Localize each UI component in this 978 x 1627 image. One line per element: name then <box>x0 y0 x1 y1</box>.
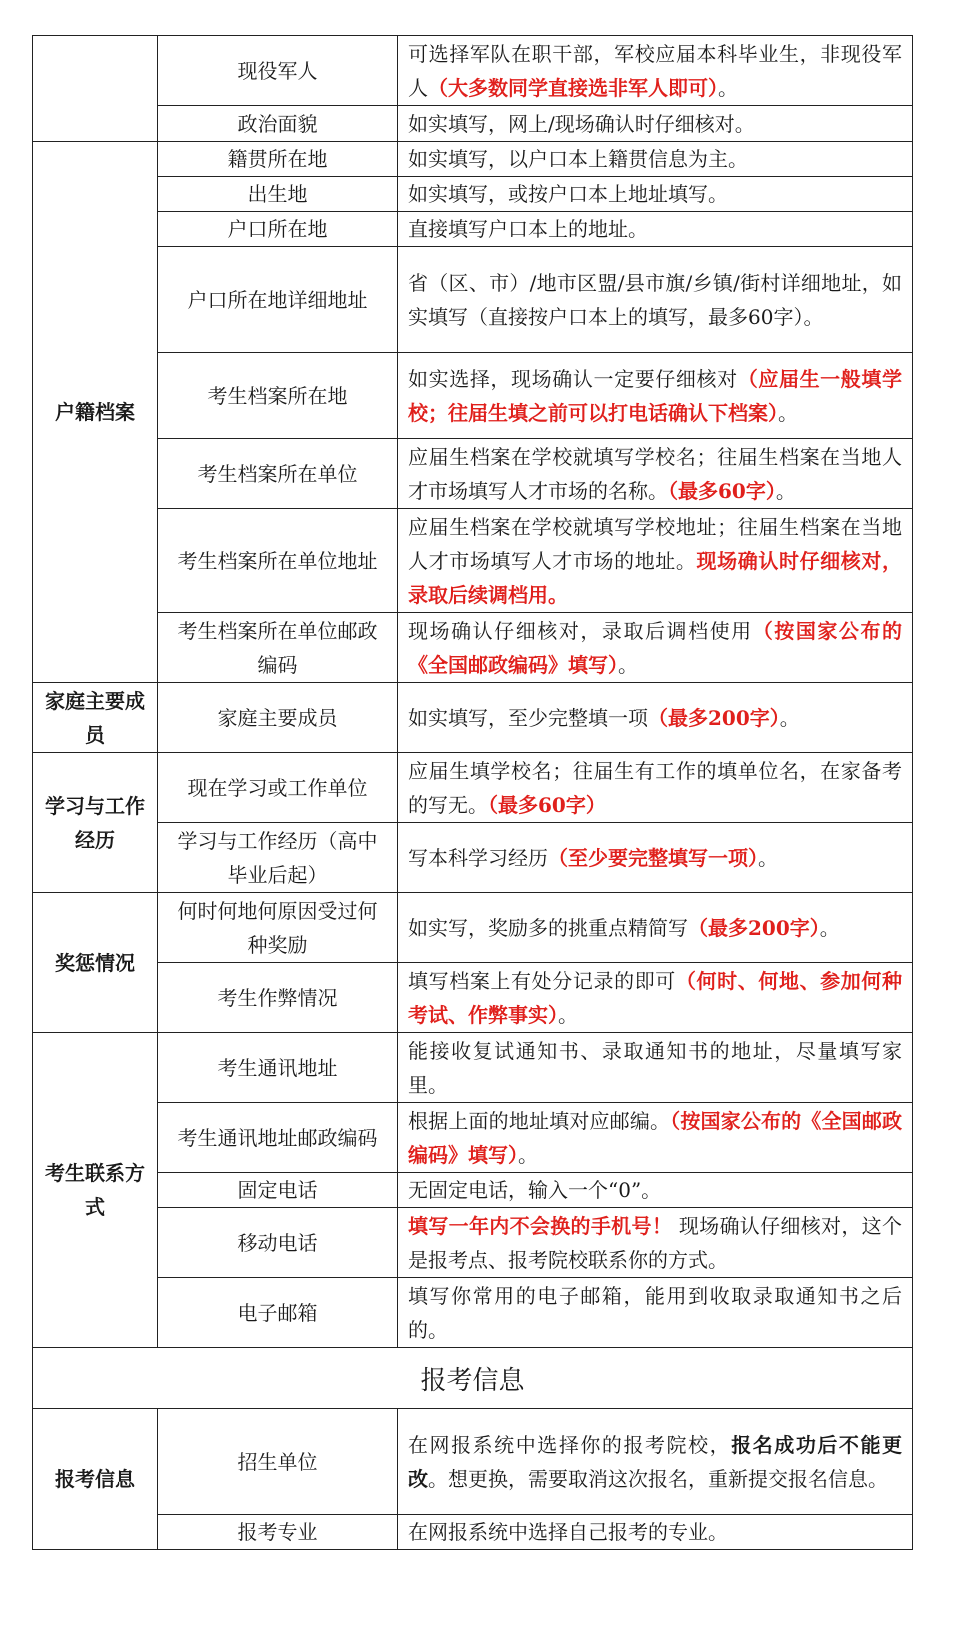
table-row <box>33 1515 913 1550</box>
description-text: 如实填写，至少完整填一项 <box>408 705 648 730</box>
table-row <box>33 247 913 353</box>
field-description <box>398 1409 913 1515</box>
highlight-text: 现场确认时仔细核对，录取后续调档用。 <box>408 548 903 607</box>
category-jiating: 家庭主要成员 <box>33 683 158 753</box>
field-description <box>398 106 913 142</box>
field-label: 出生地 <box>158 177 398 212</box>
table-row <box>33 212 913 247</box>
highlight-text: （最多200字） <box>688 915 820 940</box>
description-text: 。 <box>718 75 738 100</box>
description-text: 写本科学习经历 <box>408 845 548 870</box>
field-description <box>398 893 913 963</box>
table-row <box>33 36 913 106</box>
field-label: 考生作弊情况 <box>158 963 398 1033</box>
description-text: 。想更换，需要取消这次报名，重新提交报名信息。 <box>428 1466 888 1491</box>
description-text: 。 <box>558 1002 578 1027</box>
section-title: 报考信息 <box>33 1348 913 1409</box>
table-row <box>33 1278 913 1348</box>
field-description <box>398 1515 913 1550</box>
category-huji: 户籍档案 <box>33 142 158 683</box>
field-description <box>398 177 913 212</box>
table-row <box>33 509 913 613</box>
field-label: 学习与工作经历（高中毕业后起） <box>158 823 398 893</box>
field-description <box>398 212 913 247</box>
table-row <box>33 753 913 823</box>
highlight-text: （最多60字） <box>668 478 776 503</box>
highlight-text: （何时、何地、参加何种考试、作弊事实） <box>408 968 903 1027</box>
field-description <box>398 823 913 893</box>
field-label: 户口所在地 <box>158 212 398 247</box>
field-description <box>398 613 913 683</box>
description-text: 省（区、市）/地市区盟/县市旗/乡镇/街村详细地址，如实填写（直接按户口本上的填写，最多60字）。 <box>408 270 902 329</box>
field-label: 考生档案所在地 <box>158 353 398 439</box>
description-text: 根据上面的地址填对应邮编。 <box>408 1108 671 1133</box>
field-label: 报考专业 <box>158 1515 398 1550</box>
description-text: 无固定电话，输入一个“0”。 <box>408 1178 662 1202</box>
description-text: 填写你常用的电子邮箱，能用到收取录取通知书之后的。 <box>408 1283 902 1342</box>
highlight-text: （应届生一般填学校；往届生填之前可以打电话确认下档案） <box>408 366 903 425</box>
description-text: 应届生填学校名；往届生有工作的填单位名，在家备考的写无。 <box>408 758 902 817</box>
table-row <box>33 177 913 212</box>
category-cell-blank <box>33 36 158 142</box>
description-text: 。 <box>775 478 796 503</box>
description-text: 能接收复试通知书、录取通知书的地址，尽量填写家里。 <box>408 1038 902 1097</box>
description-text: 如实填写，以户口本上籍贯信息为主。 <box>408 147 748 171</box>
field-label: 政治面貌 <box>158 106 398 142</box>
table-row <box>33 1033 913 1103</box>
table-row <box>33 142 913 177</box>
field-description <box>398 753 913 823</box>
highlight-text: （大多数同学直接选非军人即可） <box>428 75 718 100</box>
field-description <box>398 1208 913 1278</box>
category-baokao: 报考信息 <box>33 1409 158 1550</box>
table-row <box>33 963 913 1033</box>
table-row <box>33 1409 913 1515</box>
field-label: 考生档案所在单位 <box>158 439 398 509</box>
field-label: 考生通讯地址 <box>158 1033 398 1103</box>
description-text: 。 <box>618 652 638 677</box>
table-row <box>33 1208 913 1278</box>
description-text: 如实填写，网上/现场确认时仔细核对。 <box>408 111 755 136</box>
highlight-text: 填写一年内不会换的手机号！ <box>408 1213 673 1238</box>
field-label: 固定电话 <box>158 1173 398 1208</box>
description-text: 应届生档案在学校就填写学校名；往届生档案在当地人才市场填写人才市场的名称。 <box>408 444 902 503</box>
description-text: 在网报系统中选择自己报考的专业。 <box>408 1520 728 1544</box>
field-description <box>398 36 913 106</box>
highlight-text: （按国家公布的《全国邮政编码》填写） <box>408 1108 903 1167</box>
field-label: 考生档案所在单位邮政编码 <box>158 613 398 683</box>
description-text: 应届生档案在学校就填写学校地址；往届生档案在当地人才市场填写人才市场的地址。 <box>408 514 902 573</box>
field-description <box>398 353 913 439</box>
description-text: 直接填写户口本上的地址。 <box>408 217 648 241</box>
field-description <box>398 1278 913 1348</box>
field-label: 考生通讯地址邮政编码 <box>158 1103 398 1173</box>
field-description <box>398 1173 913 1208</box>
highlight-text: （最多60字） <box>488 792 606 817</box>
field-label: 何时何地何原因受过何种奖励 <box>158 893 398 963</box>
description-text: 。 <box>778 400 798 425</box>
field-description <box>398 963 913 1033</box>
field-label: 电子邮箱 <box>158 1278 398 1348</box>
field-label: 户口所在地详细地址 <box>158 247 398 353</box>
description-text: 。 <box>779 705 800 730</box>
table-row <box>33 106 913 142</box>
description-text: 。 <box>758 845 778 870</box>
field-label: 现在学习或工作单位 <box>158 753 398 823</box>
field-description <box>398 439 913 509</box>
field-description <box>398 1103 913 1173</box>
bold-text: 报名成功后不能更改 <box>408 1432 903 1491</box>
field-label: 招生单位 <box>158 1409 398 1515</box>
table-row <box>33 613 913 683</box>
field-label: 移动电话 <box>158 1208 398 1278</box>
field-description <box>398 142 913 177</box>
description-text: 填写档案上有处分记录的即可 <box>408 968 676 993</box>
table-row <box>33 893 913 963</box>
table-row <box>33 823 913 893</box>
highlight-text: （按国家公布的《全国邮政编码》填写） <box>408 618 903 677</box>
description-text: 如实选择，现场确认一定要仔细核对 <box>408 366 738 391</box>
description-text: 如实填写，或按户口本上地址填写。 <box>408 182 728 206</box>
field-description <box>398 1033 913 1103</box>
description-text: 。 <box>819 915 840 940</box>
section-header-row <box>33 1348 913 1409</box>
table-row <box>33 353 913 439</box>
field-label: 籍贯所在地 <box>158 142 398 177</box>
table-row <box>33 439 913 509</box>
field-label: 现役军人 <box>158 36 398 106</box>
highlight-text: （至少要完整填写一项） <box>548 845 758 870</box>
category-jiangcheng: 奖惩情况 <box>33 893 158 1033</box>
description-text: 在网报系统中选择你的报考院校， <box>408 1432 732 1457</box>
field-description <box>398 247 913 353</box>
table-row <box>33 1103 913 1173</box>
field-label: 考生档案所在单位地址 <box>158 509 398 613</box>
category-lianxi: 考生联系方式 <box>33 1033 158 1348</box>
field-description <box>398 509 913 613</box>
description-text: 。 <box>518 1142 538 1167</box>
description-text: 现场确认仔细核对，录取后调档使用 <box>408 618 753 643</box>
description-text: 可选择军队在职干部，军校应届本科毕业生，非现役军人 <box>408 41 902 100</box>
table-row <box>33 683 913 753</box>
category-xuexi: 学习与工作经历 <box>33 753 158 893</box>
highlight-text: （最多200字） <box>648 705 780 730</box>
description-text: 如实写，奖励多的挑重点精简写 <box>408 915 688 940</box>
table-row <box>33 1173 913 1208</box>
application-form-table <box>32 35 913 1550</box>
description-text: 现场确认仔细核对，这个是报考点、报考院校联系你的方式。 <box>408 1213 902 1272</box>
field-description <box>398 683 913 753</box>
field-label: 家庭主要成员 <box>158 683 398 753</box>
